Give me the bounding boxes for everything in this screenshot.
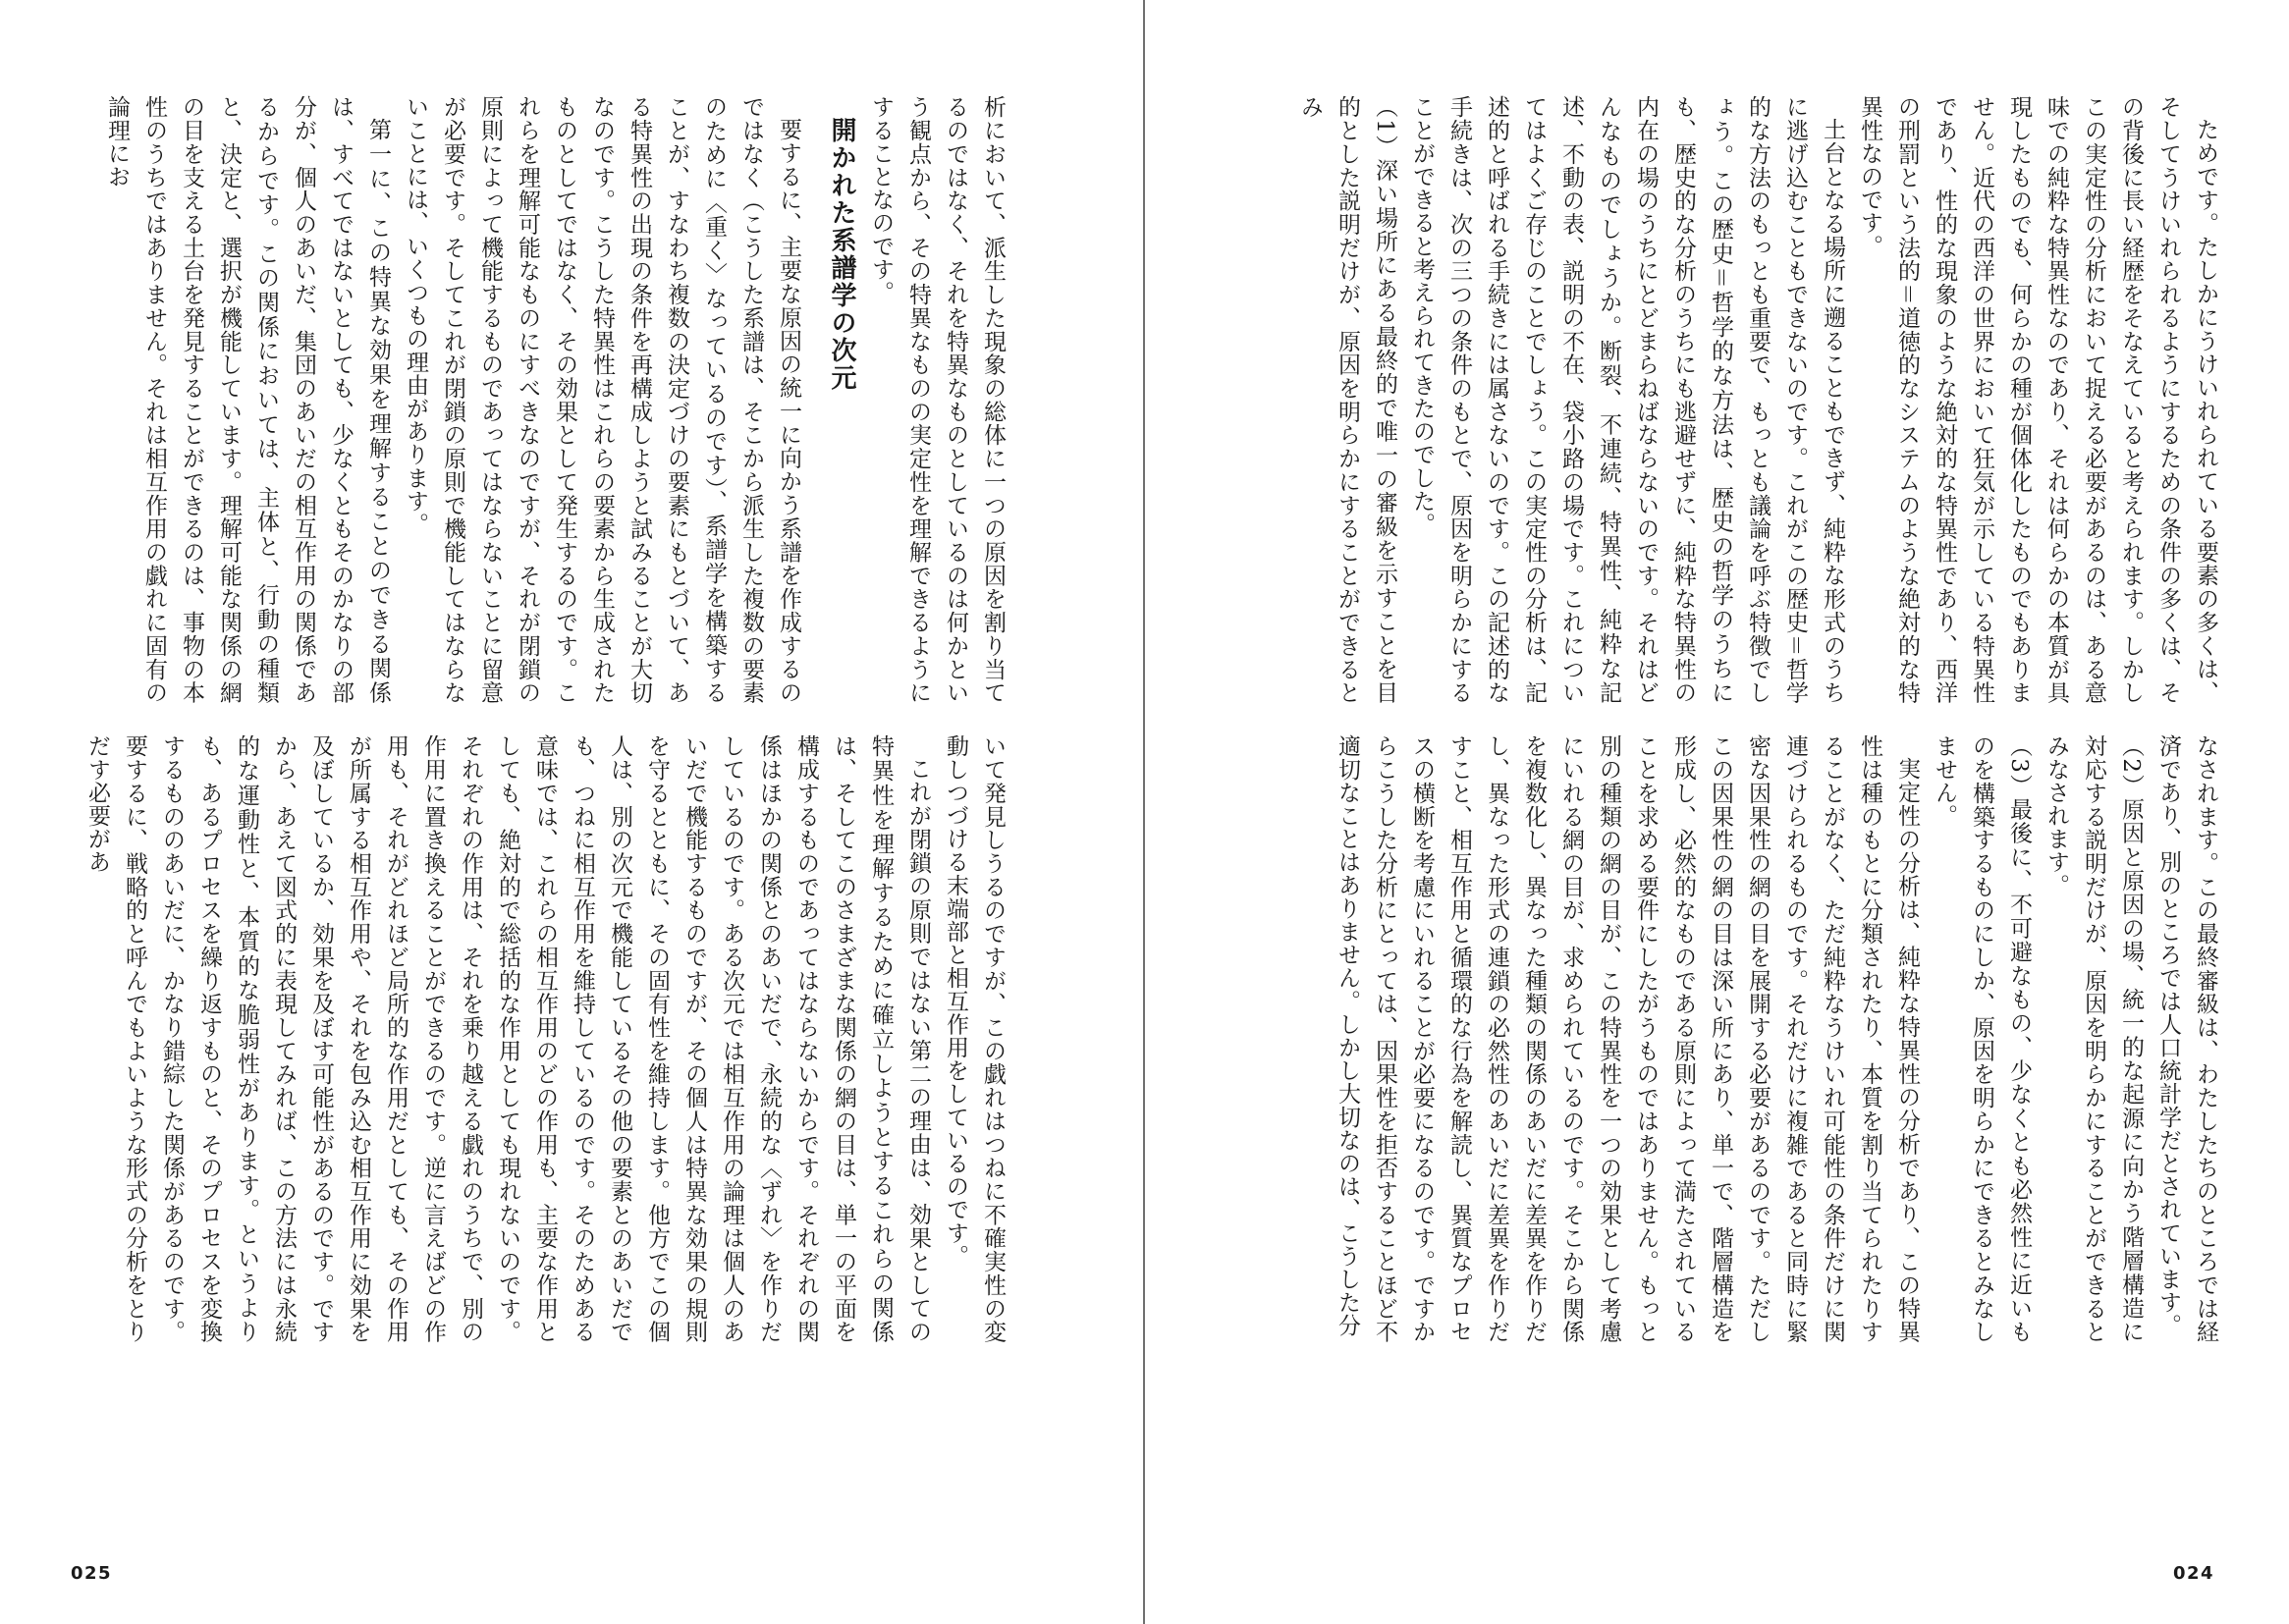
paragraph: 土台となる場所に遡ることもできず、純粋な形式のうちに逃げ込むこともできないのです。これがこの歴史＝哲学的な方法のもっとも重要で、もっとも議論を呼ぶ特徴でしょう。この歴史＝哲学的な方法は、歴史の哲学のうちにも、歴史的な分析のうちにも逃避せずに、純粋な特異性の内在の場のうちにとどまらねばならないのです。それはどんなものでしょうか。断裂、不連続、特異性、純粋な記述、不動の表、説明の不在、袋小路の場です。これについてはよくご存じのことでしょう。この実定性の分析は、記述的と呼ばれる手続きには属さないのです。この記述的な手続きは、次の三つの条件のもとで、原因を明らかにすることができると考えられてきたのでした。 <box>1409 95 1845 704</box>
paragraph: 実定性の分析は、純粋な特異性の分析であり、この特異性は種のもとに分類されたり、本質を割り当てられたりすることがなく、ただ純粋なうけいれ可能性の条件だけに関連づけられるものです。それだけに複雑であると同時に緊密な因果性の網の目を展開する必要があるのです。ただしこの因果性の網の目は深い所にあり、単一で、階層構造を形成し、必然的なものである原則によって満たされていることを求める要件にしたがうものではありません。もっと別の種類の網の目が、この特異性を一つの効果として考慮にいれる網の目が、求められているのです。そこから関係を複数化し、異なった種類の関係のあいだに差異を作りだし、異なった形式の連鎖の必然性のあいだに差異を作りだすこと、相互作用と循環的な行為を解読し、異質なプロセスの横断を考慮にいれることが必要になるのです。ですからこうした分析にとっては、因果性を拒否することほど不適切なことはありません。しかし大切なのは、こうした分 <box>1335 734 1920 1343</box>
section-heading: 開かれた系譜学の次元 <box>827 117 856 392</box>
paragraph: ためです。たしかにうけいれられている要素の多くは、そしてうけいれられるようにするための条件の多くは、その背後に長い経歴をそなえていると考えられます。しかしこの実定性の分析において捉える必要があるのは、ある意味での純粋な特異性なのであり、それは何らかの本質が具現したものでも、何らかの種が個体化したものでもありません。近代の西洋の世界において狂気が示している特異性であり、性的な現象のような絶対的な特異性であり、西洋の刑罰という法的＝道徳的なシステムのような絶対的な特異性なのです。 <box>1857 95 2218 704</box>
numbered-condition-3: （3）最後に、不可避なもの、少なくとも必然性に近いものを構築するものにしか、原因を明らかにできるとみなしません。 <box>1932 734 2032 1343</box>
numbered-condition-1: （1）深い場所にある最終的で唯一の審級を示すことを目的とした説明だけが、原因を明らかにすることができるとみ <box>1297 95 1397 704</box>
page-number-left: 025 <box>71 1563 113 1584</box>
right-page-upper-text <box>1281 95 2224 704</box>
paragraph-continued: いて発見しうるのですが、この戯れはつねに不確実性の変動しつづける末端部と相互作用をしているのです。 <box>943 734 1006 1343</box>
numbered-condition-2: （2）原因と原因の場、統一的な起源に向かう階層構造に対応する説明だけが、原因を明らかにすることができるとみなされます。 <box>2044 734 2144 1343</box>
paragraph-continued: なされます。この最終審級は、わたしたちのところでは経済であり、別のところでは人口統計学だとされています。 <box>2155 734 2218 1343</box>
paragraph: 要するに、主要な原因の統一に向かう系譜を作成するのではなく（こうした系譜は、そこから派生した複数の要素のために〈重く〉なっているのです）、系譜学を構築することが、すなわち複数の決定づけの要素にもとづいて、ある特異性の出現の条件を再構成しようと試みることが大切なのです。こうした特異性はこれらの要素から生成されたものとしてではなく、その効果として発生するのです。これらを理解可能なものにすべきなのですが、それが閉鎖の原則によって機能するものであってはならないことに留意が必要です。そしてこれが閉鎖の原則で機能してはならないことには、いくつもの理由があります。 <box>403 95 801 704</box>
page-number-right: 024 <box>2173 1563 2215 1584</box>
left-page-upper-text <box>69 95 1011 704</box>
paragraph: 第一に、この特異な効果を理解することのできる関係は、すべてではないとしても、少なくともそのかなりの部分が、個人のあいだ、集団のあいだの相互作用の関係であるからです。この関係においては、主体と、行動の種類と、決定と、選択が機能しています。理解可能な関係の網の目を支える土台を発見することができるのは、事物の本性のうちではありません。それは相互作用の戯れに固有の論理にお <box>104 95 391 704</box>
paragraph: これが閉鎖の原則ではない第二の理由は、効果としての特異性を理解するために確立しようとするこれらの関係は、そしてこのさまざまな関係の網の目は、単一の平面を構成するものであってはならないからです。それぞれの関係はほかの関係とのあいだで、永続的な〈ずれ〉を作りだしているのです。ある次元では相互作用の論理は個人のあいだで機能するものですが、その個人は特異な効果の規則を守るとともに、その固有性を維持します。他方でこの個人は、別の次元で機能しているその他の要素とのあいだでも、つねに相互作用を維持しているのです。そのためある意味では、これらの相互作用のどの作用も、主要な作用としても、絶対的で総括的な作用としても現れないのです。それぞれの作用は、それを乗り越える戯れのうちで、別の作用に置き換えることができるのです。逆に言えばどの作用も、それがどれほど局所的な作用だとしても、その作用が所属する相互作用や、それを包み込む相互作用に効果を及ぼしているか、効果を及ぼす可能性があるのです。ですから、あえて図式的に表現してみれば、この方法には永続的な運動性と、本質的な脆弱性があります。というよりも、あるプロセスを繰り返すものと、そのプロセスを変換するもののあいだに、かなり錯綜した関係があるのです。要するに、戦略的と呼んでもよいような形式の分析をとりだす必要があ <box>84 734 931 1343</box>
right-page-lower-text <box>1281 734 2224 1343</box>
left-page-lower-text <box>69 734 1011 1343</box>
paragraph-continued: 析において、派生した現象の総体に一つの原因を割り当てるのではなく、それを特異なものとしているのは何かという観点から、その特異なものの実定性を理解できるようにすることなのです。 <box>868 95 1006 704</box>
